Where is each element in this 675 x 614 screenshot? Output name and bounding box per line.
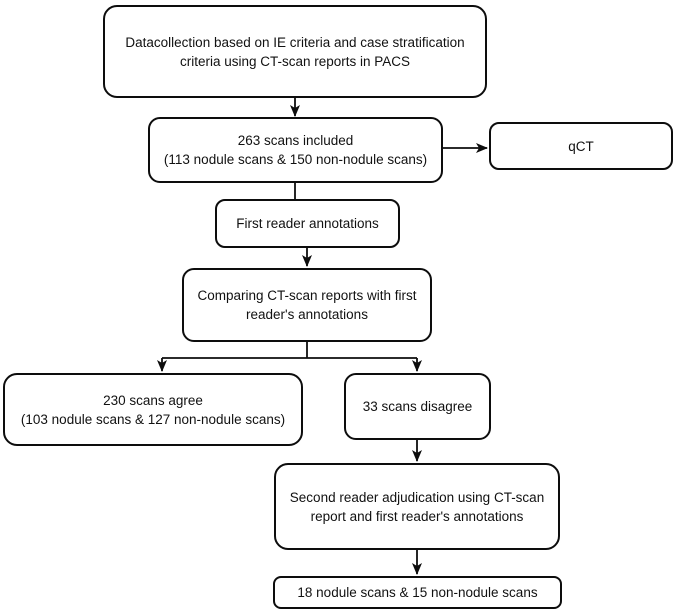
node-text-line: Second reader adjudication using CT-scan	[289, 489, 545, 505]
node-comparing	[182, 268, 432, 342]
node-agree	[3, 373, 303, 446]
node-text-line: 18 nodule scans & 15 non-nodule scans	[297, 585, 538, 600]
node-result	[273, 576, 562, 609]
node-datacollection	[103, 5, 487, 98]
node-text-line: 230 scans agree	[103, 392, 203, 408]
node-adjudication	[274, 463, 560, 550]
node-included	[148, 117, 443, 183]
node-text-line: 33 scans disagree	[362, 399, 473, 414]
node-text-line: Comparing CT-scan reports with first	[197, 288, 417, 303]
node-text-line: Datacollection based on IE criteria and case stratification	[125, 34, 465, 50]
node-first-reader	[215, 199, 400, 248]
node-qct	[489, 122, 673, 170]
node-text-line: qCT	[568, 138, 594, 154]
node-text-line: (113 nodule scans & 150 non-nodule scans)	[163, 152, 428, 167]
node-disagree	[344, 373, 491, 440]
node-text-line: reader's annotations	[246, 307, 368, 322]
node-text-line: (103 nodule scans & 127 non-nodule scans)	[20, 411, 286, 427]
node-text-line: criteria using CT-scan reports in PACS	[179, 53, 411, 69]
node-text-line: 263 scans included	[237, 133, 354, 148]
node-text-line: report and first reader's annotations	[310, 508, 524, 524]
node-text-line: First reader annotations	[236, 216, 379, 231]
